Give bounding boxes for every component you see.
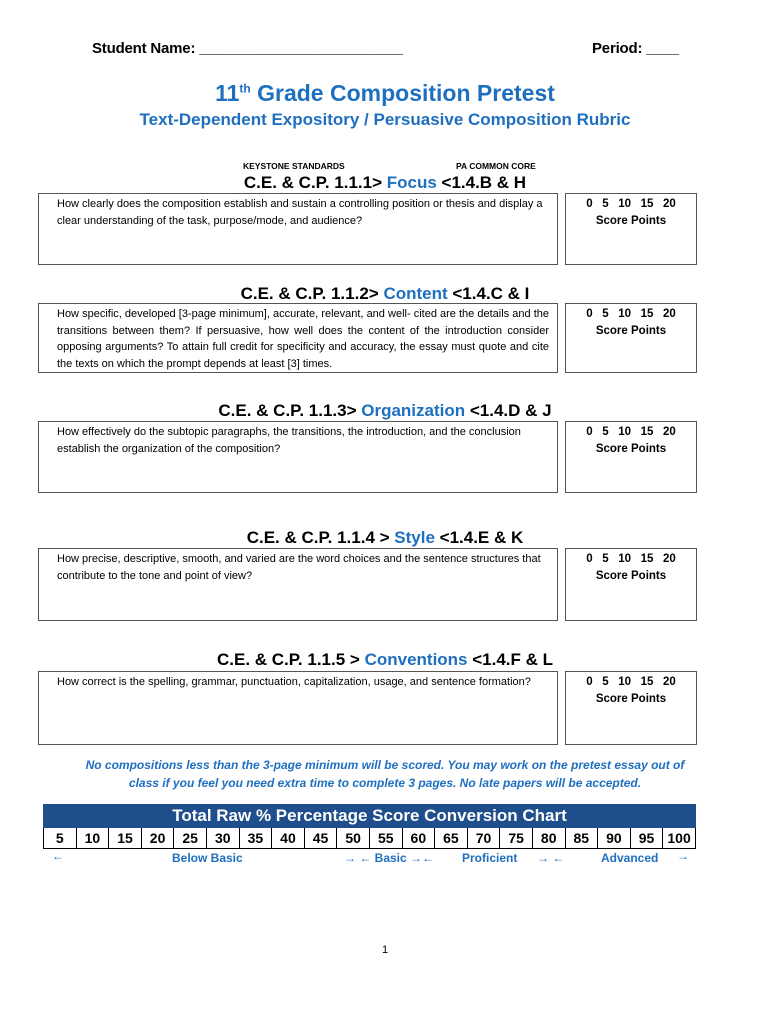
score-points-label: Score Points <box>595 324 667 337</box>
question-box-conventions <box>38 671 558 745</box>
level-advanced: Advanced <box>601 851 659 865</box>
arrow-right-icon: → <box>677 849 689 863</box>
conversion-value-cell: 25 <box>174 828 207 848</box>
level-basic: → ← Basic →← <box>344 851 435 865</box>
student-name-field: Student Name: _________________________ <box>92 40 403 57</box>
conversion-value-cell: 35 <box>240 828 273 848</box>
question-box-organization <box>38 421 558 493</box>
conversion-chart-title: Total Raw % Percentage Score Conversion Chart <box>43 804 696 828</box>
conversion-value-cell: 70 <box>468 828 501 848</box>
score-points-label: Score Points <box>595 442 667 455</box>
score-box-conventions <box>565 671 697 745</box>
conversion-values-row <box>43 828 696 849</box>
arrow-left-icon: ← <box>52 849 64 863</box>
conversion-value-cell: 55 <box>370 828 403 848</box>
conversion-value-cell: 100 <box>667 830 691 846</box>
score-box-content <box>565 303 697 373</box>
question-text-style: How precise, descriptive, smooth, and varied are the word choices and the sentence structures that contribute to the tone and point of view? <box>57 553 541 582</box>
page-subtitle: Text-Dependent Expository / Persuasive Composition Rubric <box>139 110 631 129</box>
score-points-label: Score Points <box>595 569 667 582</box>
scoring-note-line-2: class if you feel you need extra time to complete 3 pages. No late papers will be accepted. <box>128 776 642 790</box>
score-options: 0 5 10 15 20 <box>586 308 676 320</box>
question-text-focus: How clearly does the composition establish and sustain a controlling position or thesis and display a clear understanding of the task, purpose/mode, and audience? <box>57 198 543 227</box>
question-text-conventions: How correct is the spelling, grammar, punctuation, capitalization, usage, and sentence formation? <box>57 676 531 688</box>
conversion-value-cell: 90 <box>598 828 631 848</box>
scoring-note-line-1: No compositions less than the 3-page minimum will be scored. You may work on the pretest essay out of <box>85 758 685 772</box>
conversion-value-cell: 5 <box>44 828 77 848</box>
score-box-focus <box>565 193 697 265</box>
score-box-style <box>565 548 697 621</box>
question-box-style <box>38 548 558 621</box>
score-options: 0 5 10 15 20 <box>586 426 676 438</box>
conversion-value-cell: 75 <box>500 828 533 848</box>
section-title-content: C.E. & C.P. 1.1.2> Content <1.4.C & I <box>240 284 530 303</box>
score-options: 0 5 10 15 20 <box>586 198 676 210</box>
score-box-organization <box>565 421 697 493</box>
score-options: 0 5 10 15 20 <box>586 676 676 688</box>
keystone-standards-label: KEYSTONE STANDARDS <box>243 161 345 171</box>
level-proficient: Proficient <box>462 851 518 865</box>
page-title: 11th Grade Composition Pretest <box>215 80 555 106</box>
question-text-organization: How effectively do the subtopic paragraphs, the transitions, the introduction, and the conclusion establish the organization of the composition? <box>57 426 521 455</box>
question-box-focus <box>38 193 558 265</box>
conversion-value-cell: 10 <box>77 828 110 848</box>
question-text-content: How specific, developed [3-page minimum], accurate, relevant, and well- cited are the details and the transitions between them? If persuasive, how well does the content of the introduction consider opposing arguments? To attain full credit for specificity and accuracy, the essay must quote and cite the texts on which the prompt depends at least [3] times. <box>57 308 549 370</box>
conversion-value-cell: 45 <box>305 828 338 848</box>
section-title-style: C.E. & C.P. 1.1.4 > Style <1.4.E & K <box>246 528 524 547</box>
section-title-conventions: C.E. & C.P. 1.1.5 > Conventions <1.4.F & L <box>216 650 554 669</box>
conversion-chart <box>43 804 696 849</box>
conversion-value-cell: 85 <box>566 828 599 848</box>
conversion-value-cell: 20 <box>142 828 175 848</box>
conversion-value-cell: 60 <box>403 828 436 848</box>
conversion-value-cell: 95 <box>631 828 664 848</box>
page-number: 1 <box>381 944 389 956</box>
score-points-label: Score Points <box>595 214 667 227</box>
pa-common-core-label: PA COMMON CORE <box>456 161 536 171</box>
score-options: 0 5 10 15 20 <box>586 553 676 565</box>
conversion-value-cell: 50 <box>337 828 370 848</box>
level-below-basic: Below Basic <box>172 851 243 865</box>
conversion-value-cell: 80 <box>533 828 566 848</box>
period-field: Period: ____ <box>592 40 679 57</box>
section-title-focus: C.E. & C.P. 1.1.1> Focus <1.4.B & H <box>243 173 527 192</box>
section-title-organization: C.E. & C.P. 1.1.3> Organization <1.4.D & J <box>218 401 552 420</box>
score-points-label: Score Points <box>595 692 667 705</box>
conversion-value-cell: 40 <box>272 828 305 848</box>
conversion-value-cell: 65 <box>435 828 468 848</box>
question-box-content <box>38 303 558 373</box>
conversion-value-cell: 15 <box>109 828 142 848</box>
arrows-mid-icon: → ← <box>537 851 565 865</box>
conversion-value-cell: 30 <box>207 828 240 848</box>
